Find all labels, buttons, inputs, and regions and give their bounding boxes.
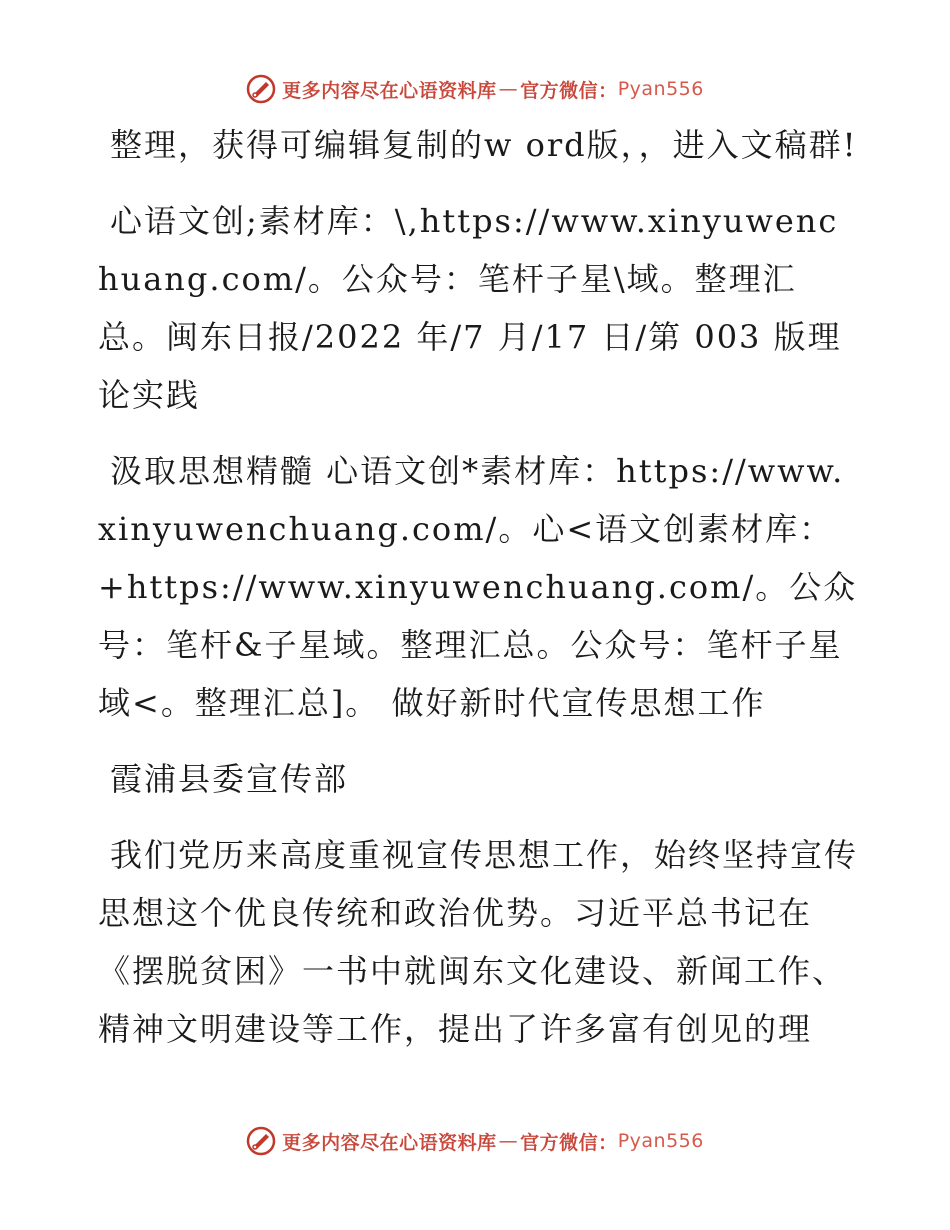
- watermark-official: 官方微信：: [520, 1131, 618, 1154]
- footer-watermark: [0, 1124, 950, 1158]
- watermark-site: 更多内容尽在心语资料库: [282, 1131, 497, 1154]
- watermark-official: 官方微信：: [520, 79, 618, 102]
- watermark-id: Pyan556: [617, 1130, 704, 1152]
- document-body: [98, 116, 858, 1076]
- watermark-separator: —: [498, 78, 519, 100]
- watermark-separator: —: [498, 1130, 519, 1152]
- header-watermark: [0, 72, 950, 106]
- paragraph: 心语文创;素材库：\,https://www.xinyuwenchuang.com/。公众号：笔杆子星\域。整理汇总。闽东日报/2022 年/7 月/17 日/第 003 版理论实践: [98, 202, 842, 414]
- paragraph: 我们党历来高度重视宣传思想工作，始终坚持宣传思想这个优良传统和政治优势。习近平总书记在《摆脱贫困》一书中就闽东文化建设、新闻工作、精神文明建设等工作，提出了许多富有创见的理: [98, 836, 859, 1048]
- watermark-site: 更多内容尽在心语资料库: [282, 79, 497, 102]
- paragraph: 霞浦县委宣传部: [110, 760, 349, 798]
- logo-icon: [246, 74, 276, 104]
- paragraph: 汲取思想精髓 心语文创*素材库：https://www.xinyuwenchuang.com/。心<语文创素材库：+https://www.xinyuwenchuang.com/。公众号：笔杆&子星域。整理汇总。公众号：笔杆子星域<。整理汇总]。 做好新时代宣传思想工作: [98, 452, 858, 722]
- paragraph: 整理，获得可编辑复制的w ord版，，进入文稿群!: [110, 126, 858, 164]
- logo-icon: [246, 1126, 276, 1156]
- watermark-id: Pyan556: [617, 78, 704, 100]
